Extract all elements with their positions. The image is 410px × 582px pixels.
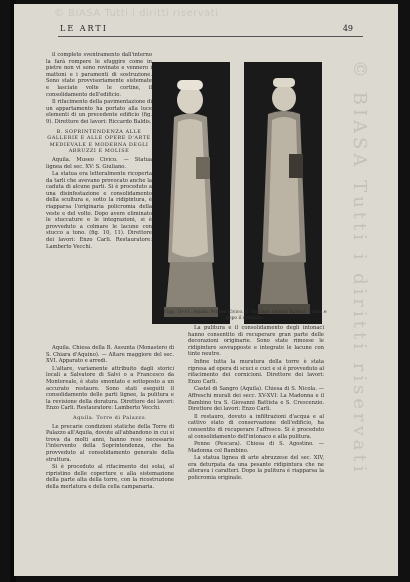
paragraph: Si è proceduto al rifacimento dei solai, al ripristino delle coperture e alla sistemazione della parte alta della torre, con la ricostruzione della merlatura e della cella campanaria. [46, 464, 174, 490]
header-rule [58, 36, 363, 37]
paragraph: Aquila. Museo Civico. — Statua lignea del sec. XV: S. Giuliano. [46, 156, 152, 170]
top-watermark [54, 8, 394, 22]
entry-heading: Penne (Pescara). Chiesa di S. Agostino. — Madonna col Bambino. [188, 441, 324, 454]
bottom-right-column-text [188, 325, 324, 565]
figure-caption: Figg. 10-11. Aquila, Museo Civico. S. Giuliano (statua lignea). Prima e dopo il restauro. [163, 310, 327, 321]
paragraph: Il restauro, dovuto a infiltrazioni d'acqua e al cattivo stato di conservazione dell'edificio, ha consentito di recuperare l'affresco. Si è proceduto al consolidamento dell'intonaco e alla pulitura. [188, 413, 324, 440]
paragraph: Le precarie condizioni statiche della Torre di Palazzo all'Aquila, dovute all'abbandono in cui si trova da molti anni, hanno reso necessario l'intervento della Soprintendenza, che ha provveduto al consolidamento generale della struttura. [46, 423, 174, 463]
paragraph: La pulitura e il consolidamento degli intonaci hanno consentito di recuperare gran parte delle decorazioni originarie. Sono state rimosse le ridipinture sovrapposte e integrate le lacune con tinte neutre. [188, 325, 324, 358]
paragraph: Il rifacimento della pavimentazione di un appartamento ha portato alla luce elementi di un precedente edificio (fig. 9). Direttore dei lavori: Riccardo Baldis. [46, 99, 152, 125]
running-header [28, 24, 383, 38]
side-watermark [340, 60, 380, 480]
page-number: 49 [342, 24, 353, 33]
bottom-left-column-text [46, 345, 174, 550]
paragraph: Infine tutta la muratura della torre è stata ripresa ad opera di scuci e cuci e si è provveduto al rifacimento dei cornicioni. Direttore dei lavori: Enzo Carli. [188, 358, 324, 385]
statue-photo-after [244, 62, 322, 324]
entry-heading: Castel di Sangro (Aquila). Chiesa di S. Nicola. — Affreschi murali dei secc. XV-XVI: La Madonna e il Bambino tra S. Giovanni Battista e S. Crescenzio. Direttore dei lavori: Enzo Carli. [188, 386, 324, 413]
paragraph: il completo sventramento dall'interno la farà rompere le sfuggire come in pietre non vi sono rovinate e vennero i mattoni e i paramenti di sostruzione. Sono state provvisoriamente sistemate e lasciate volte le cortine, il consolidamento dell'edificio. [46, 52, 152, 98]
paragraph: L'altare, variamente attribuito dagli storici locali a Salvatore di Salvi o a Francesco da Montereale, è stato smontato e sottoposto a un accurato restauro. Sono stati eseguiti il consolidamento delle parti lignee, la pulitura e la revisione della doratura. Direttore dei lavori: Enzo Carli. Restauratore: Lamberto Vecchi. [46, 365, 174, 412]
paragraph: Aquila. Chiesa della B. Assunta (Monastero di S. Chiara d'Aquino). — Altare maggiore del sec. XVI. Apparato e arredi. [46, 345, 174, 365]
paragraph: La statua era letteralmente ricoperta da tarli che avevano provocato anche la caduta di alcune parti. Si è proceduto a una disinfestazione e consolidamento della scultura e, sotto la ridipintura, è riapparsa l'originaria policromia della veste e del volto. Dopo avere eliminato le stuccature e le integrazioni, si è provveduto a colmare le lacune con stucco a tono. (fig. 10, 11). Direttore dei lavori: Enzo Carli. Restauratore: Lamberto Vecchi. [46, 171, 152, 250]
section-heading: Aquila. Torre di Palazzo. [72, 414, 148, 421]
left-column-text [46, 52, 152, 342]
section-heading: B. SOPRINTENDENZA ALLE GALLERIE E ALLE OPERE D'ARTE MEDIEVALE E MODERNA DEGLI ABRUZZI E MOLISE [47, 128, 151, 155]
running-title: LE ARTI [60, 24, 108, 33]
watermark-text: © BIASA Tutti i diritti riservati [54, 8, 219, 19]
statue-photo-before [152, 62, 230, 324]
side-watermark-text: © BIASA Tutti i diritti riservati [349, 60, 370, 476]
paragraph: La statua lignea di arte abruzzese del sec. XIV, era deturpata da una pesante ridipintura che ne alterava i caratteri. Dopo la pulitura è riapparsa la policromia originale. [188, 455, 324, 482]
